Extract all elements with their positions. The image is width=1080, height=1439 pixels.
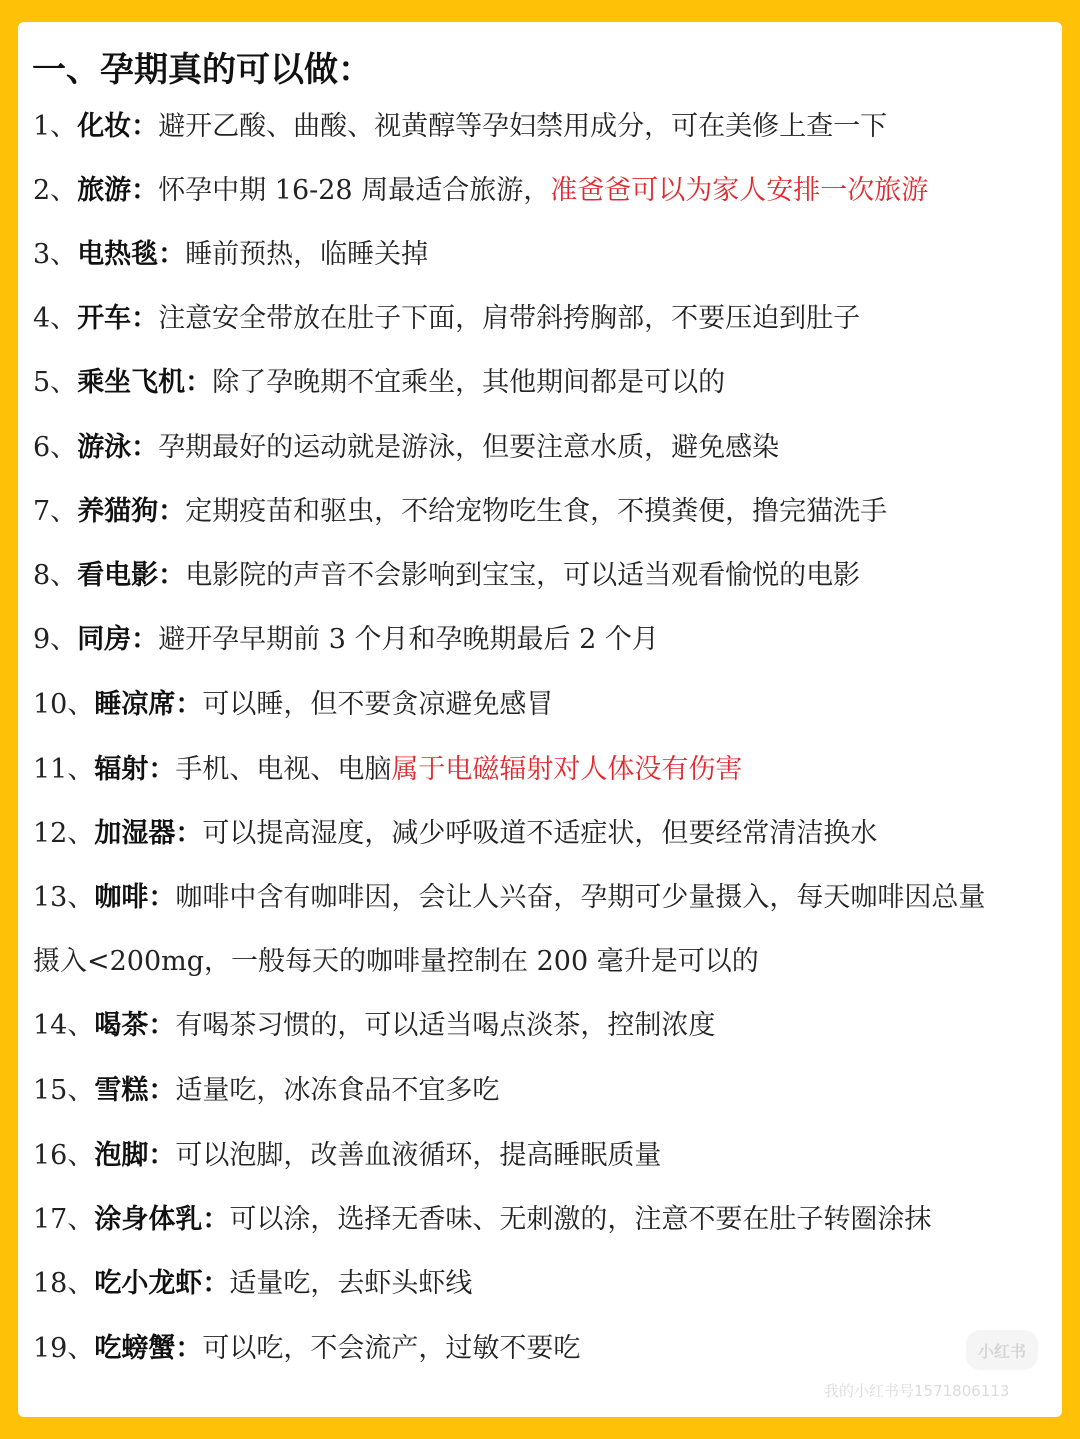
item-text: 适量吃，去虾头虾线 xyxy=(229,1268,473,1299)
list-item xyxy=(33,1138,661,1174)
item-highlight: 准爸爸可以为家人安排一次旅游 xyxy=(550,175,929,206)
list-item xyxy=(33,880,985,916)
item-text: 摄入<200mg，一般每天的咖啡量控制在 200 毫升是可以的 xyxy=(33,946,759,977)
list-item xyxy=(33,494,887,530)
list-item xyxy=(33,301,860,337)
watermark-id: 我的小红书号1571806113 xyxy=(824,1382,1010,1400)
item-text: 避开乙酸、曲酸、视黄醇等孕妇禁用成分，可在美修上查一下 xyxy=(158,111,888,142)
item-label: 吃小龙虾： xyxy=(94,1268,230,1299)
item-label: 吃螃蟹： xyxy=(94,1333,203,1364)
item-label: 咖啡： xyxy=(94,882,176,913)
item-label: 睡凉席： xyxy=(94,689,203,720)
item-label: 泡脚： xyxy=(94,1140,176,1171)
item-number: 3、 xyxy=(33,239,78,270)
item-label: 乘坐飞机： xyxy=(77,367,213,398)
item-number: 14、 xyxy=(33,1010,95,1041)
item-text: 手机、电视、电脑 xyxy=(175,754,392,785)
item-number: 13、 xyxy=(33,882,95,913)
list-item-continuation xyxy=(33,944,759,980)
item-label: 开车： xyxy=(77,303,159,334)
item-number: 5、 xyxy=(33,367,78,398)
item-label: 旅游： xyxy=(77,175,159,206)
item-number: 19、 xyxy=(33,1333,95,1364)
list-item xyxy=(33,1331,580,1367)
item-text: 可以涂，选择无香味、无刺激的，注意不要在肚子转圈涂抹 xyxy=(229,1204,932,1235)
item-label: 养猫狗： xyxy=(77,496,186,527)
item-label: 电热毯： xyxy=(77,239,186,270)
item-number: 2、 xyxy=(33,175,78,206)
item-text: 电影院的声音不会影响到宝宝，可以适当观看愉悦的电影 xyxy=(185,560,861,591)
list-item xyxy=(33,1266,472,1302)
item-text: 可以睡，但不要贪凉避免感冒 xyxy=(202,689,554,720)
item-label: 同房： xyxy=(77,624,159,655)
item-text: 可以泡脚，改善血液循环，提高睡眠质量 xyxy=(175,1140,662,1171)
content-card xyxy=(18,22,1062,1417)
list-item xyxy=(33,109,887,145)
item-text: 可以吃，不会流产，过敏不要吃 xyxy=(202,1333,581,1364)
item-text: 注意安全带放在肚子下面，肩带斜挎胸部，不要压迫到肚子 xyxy=(158,303,861,334)
item-text: 怀孕中期 16-28 周最适合旅游， xyxy=(158,175,551,206)
item-text: 可以提高湿度，减少呼吸道不适症状，但要经常清洁换水 xyxy=(202,818,878,849)
item-text: 孕期最好的运动就是游泳，但要注意水质，避免感染 xyxy=(158,432,780,463)
list-item xyxy=(33,237,428,273)
list-item xyxy=(33,622,659,658)
item-text: 睡前预热，临睡关掉 xyxy=(185,239,429,270)
list-item xyxy=(33,687,553,723)
watermark-logo: 小红书 xyxy=(966,1330,1038,1370)
list-item xyxy=(33,1202,931,1238)
list-item xyxy=(33,365,725,401)
item-number: 12、 xyxy=(33,818,95,849)
list-item xyxy=(33,430,779,466)
item-number: 10、 xyxy=(33,689,95,720)
list-item xyxy=(33,558,860,594)
item-label: 喝茶： xyxy=(94,1010,176,1041)
item-text: 除了孕晚期不宜乘坐，其他期间都是可以的 xyxy=(212,367,726,398)
item-label: 雪糕： xyxy=(94,1075,176,1106)
item-text: 咖啡中含有咖啡因，会让人兴奋，孕期可少量摄入，每天咖啡因总量 xyxy=(175,882,986,913)
item-text: 有喝茶习惯的，可以适当喝点淡茶，控制浓度 xyxy=(175,1010,716,1041)
list-item xyxy=(33,816,877,852)
item-number: 16、 xyxy=(33,1140,95,1171)
list-item xyxy=(33,1008,715,1044)
item-number: 4、 xyxy=(33,303,78,334)
item-label: 涂身体乳： xyxy=(94,1204,230,1235)
list-item xyxy=(33,173,928,209)
item-number: 7、 xyxy=(33,496,78,527)
item-label: 加湿器： xyxy=(94,818,203,849)
item-text: 定期疫苗和驱虫，不给宠物吃生食，不摸粪便，撸完猫洗手 xyxy=(185,496,888,527)
item-label: 辐射： xyxy=(94,754,176,785)
item-label: 化妆： xyxy=(77,111,159,142)
item-number: 6、 xyxy=(33,432,78,463)
item-number: 9、 xyxy=(33,624,78,655)
item-number: 1、 xyxy=(33,111,78,142)
item-text: 适量吃，冰冻食品不宜多吃 xyxy=(175,1075,500,1106)
item-number: 17、 xyxy=(33,1204,95,1235)
item-text: 避开孕早期前 3 个月和孕晚期最后 2 个月 xyxy=(158,624,659,655)
item-number: 18、 xyxy=(33,1268,95,1299)
item-number: 11、 xyxy=(33,754,95,785)
page-title: 一、孕期真的可以做： xyxy=(32,50,372,90)
item-number: 15、 xyxy=(33,1075,95,1106)
item-label: 看电影： xyxy=(77,560,186,591)
item-label: 游泳： xyxy=(77,432,159,463)
item-highlight: 属于电磁辐射对人体没有伤害 xyxy=(391,754,743,785)
list-item xyxy=(33,1073,499,1109)
item-number: 8、 xyxy=(33,560,78,591)
list-item xyxy=(33,752,742,788)
